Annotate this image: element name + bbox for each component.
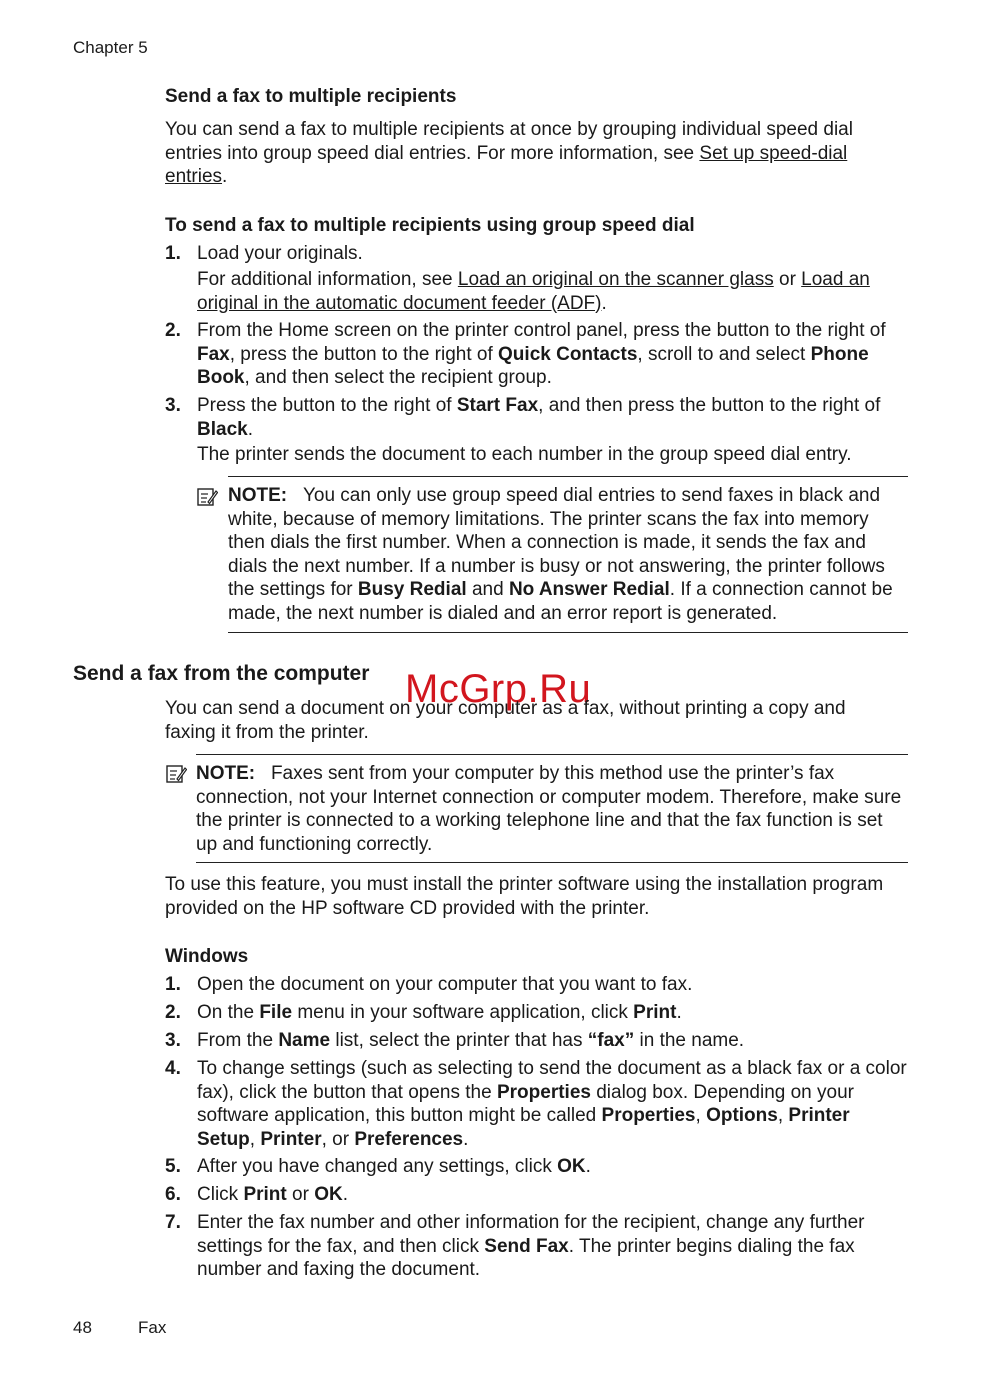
section1-intro bbox=[165, 118, 885, 189]
step-number: 1. bbox=[165, 974, 181, 995]
ui-label-quick-contacts: Quick Contacts bbox=[498, 343, 638, 365]
s4-t3: , bbox=[695, 1105, 707, 1126]
note-t3: . If a connection cannot be made, the next number is dialed and an error report is generated. bbox=[228, 579, 893, 624]
step3-t1: Press the button to the right of bbox=[197, 395, 457, 416]
note-text: Faxes sent from your computer by this method use the printer’s fax connection, not your Internet connection or computer modem. Therefore, make sure the printer is connected to a working telephone line and that the fax function is set up and functioning correctly. bbox=[196, 763, 902, 855]
step1-subtext bbox=[197, 268, 897, 315]
install-paragraph: To use this feature, you must install the printer software using the installation program provided on the HP software CD provided with the printer. bbox=[165, 874, 884, 919]
windows-heading: Windows bbox=[165, 946, 249, 967]
note-multiple-recipients bbox=[228, 484, 908, 625]
step-number: 3. bbox=[165, 395, 181, 416]
s2-t2: menu in your software application, click bbox=[292, 1002, 634, 1023]
ui-label-file: File bbox=[259, 1002, 293, 1023]
procedure-title: To send a fax to multiple recipients using group speed dial bbox=[165, 215, 695, 236]
win-step6 bbox=[197, 1183, 912, 1207]
note-top-rule bbox=[228, 476, 908, 477]
note-computer-fax bbox=[196, 762, 908, 856]
ui-label-start-fax: Start Fax bbox=[456, 395, 539, 416]
section2-intro: You can send a document on your computer as a fax, without printing a copy and faxing it from the printer. bbox=[165, 698, 846, 743]
ui-label-black: Black bbox=[197, 418, 248, 440]
s2-t3: . bbox=[676, 1002, 682, 1023]
ui-label-printer: Printer bbox=[260, 1128, 322, 1150]
s4-t5: , bbox=[249, 1128, 261, 1150]
s5-t2: . bbox=[585, 1156, 591, 1177]
ui-label-phone-book: Phone Book bbox=[197, 343, 869, 388]
intro-text: You can send a fax to multiple recipients at once by grouping individual speed dial entries into group speed dial entries. For more information, see bbox=[165, 119, 853, 164]
s4-t7: . bbox=[463, 1128, 469, 1150]
s7-t1: Enter the fax number and other information for the recipient, change any further settings for the fax, and then click bbox=[197, 1212, 865, 1257]
s4-t6: , or bbox=[321, 1128, 355, 1150]
step1-sub-mid: or bbox=[773, 269, 802, 290]
note-bottom-rule bbox=[228, 632, 908, 633]
step3-t2: , and then press the button to the right of bbox=[538, 395, 881, 416]
ui-label-send-fax: Send Fax bbox=[484, 1235, 569, 1257]
step3-subtext: The printer sends the document to each number in the group speed dial entry. bbox=[197, 444, 852, 465]
step3-t3: . bbox=[247, 418, 253, 440]
watermark: McGrp.Ru bbox=[405, 667, 592, 711]
note2-bottom-rule bbox=[196, 862, 908, 863]
step-number: 2. bbox=[165, 1002, 181, 1023]
link-set-up-speed-dial[interactable]: Set up speed-dial entries bbox=[165, 142, 848, 187]
ui-label-printer-setup: Printer Setup bbox=[197, 1105, 850, 1150]
section-title-multiple-recipients: Send a fax to multiple recipients bbox=[165, 86, 457, 107]
step2-t2: , press the button to the right of bbox=[229, 343, 499, 365]
s2-t1: On the bbox=[197, 1002, 260, 1023]
ui-label-ok: OK bbox=[557, 1156, 586, 1177]
s6-t1: Click bbox=[197, 1184, 244, 1205]
ui-label-no-answer-redial: No Answer Redial bbox=[508, 579, 670, 600]
link-load-adf[interactable]: Load an original in the automatic document feeder (ADF) bbox=[197, 269, 870, 314]
step1-sub-pre: For additional information, see bbox=[197, 269, 458, 290]
ui-label-print: Print bbox=[243, 1184, 287, 1205]
win-step4 bbox=[197, 1057, 909, 1151]
note-icon bbox=[165, 763, 187, 785]
ui-label-properties: Properties bbox=[496, 1081, 591, 1103]
ui-label-fax: Fax bbox=[197, 343, 230, 365]
ui-label-preferences: Preferences bbox=[354, 1128, 464, 1150]
page-number: 48 bbox=[73, 1318, 92, 1337]
step2-t4: , and then select the recipient group. bbox=[244, 367, 552, 388]
chapter-header: Chapter 5 bbox=[73, 38, 148, 57]
step-number: 3. bbox=[165, 1030, 181, 1051]
s3-t3: in the name. bbox=[634, 1030, 745, 1051]
s3-t1: From the bbox=[197, 1030, 279, 1051]
s4-t1: To change settings (such as selecting to send the document as a black fax or a color fax), click the button that opens the bbox=[197, 1058, 907, 1103]
intro-end: . bbox=[222, 166, 228, 187]
footer-section: Fax bbox=[138, 1318, 167, 1337]
step-number: 6. bbox=[165, 1184, 181, 1205]
step-number: 2. bbox=[165, 320, 181, 341]
ui-label-ok: OK bbox=[314, 1184, 343, 1205]
s6-t2: or bbox=[286, 1184, 315, 1205]
note-text: You can only use group speed dial entries to send faxes in black and white, because of memory limitations. The printer scans the fax into memory then dials the first number. When a connection is made, it sends the fax and dials the next number. If a number is busy or not answering, the printer follows the settings for bbox=[228, 485, 885, 600]
note-icon bbox=[196, 486, 218, 508]
step2-t1: From the Home screen on the printer control panel, press the button to the right of bbox=[197, 320, 886, 341]
ui-label-print: Print bbox=[633, 1002, 677, 1023]
step1-text: Load your originals. bbox=[197, 243, 363, 264]
step-number: 4. bbox=[165, 1058, 181, 1079]
step3-text bbox=[197, 394, 912, 441]
step-number: 7. bbox=[165, 1212, 181, 1233]
ui-label-busy-redial: Busy Redial bbox=[357, 579, 467, 600]
step2-t3: , scroll to and select bbox=[637, 343, 811, 365]
win-step1: Open the document on your computer that you want to fax. bbox=[197, 974, 693, 995]
win-step7 bbox=[197, 1211, 897, 1282]
ui-label-fax-quoted: “fax” bbox=[587, 1030, 635, 1051]
win-step5 bbox=[197, 1155, 912, 1179]
s7-t2: . The printer begins dialing the fax number and faxing the document. bbox=[197, 1235, 855, 1280]
s4-t2: dialog box. Depending on your software application, this button might be called bbox=[197, 1081, 854, 1126]
s5-t1: After you have changed any settings, click bbox=[197, 1156, 558, 1177]
s6-t3: . bbox=[342, 1184, 348, 1205]
step2-text bbox=[197, 319, 912, 390]
win-step3 bbox=[197, 1029, 912, 1053]
link-load-scanner-glass[interactable]: Load an original on the scanner glass bbox=[457, 269, 774, 290]
note2-top-rule bbox=[196, 754, 908, 755]
step-number: 1. bbox=[165, 243, 181, 264]
note-label: NOTE: bbox=[228, 485, 288, 506]
step-number: 5. bbox=[165, 1156, 181, 1177]
ui-label-properties: Properties bbox=[601, 1105, 696, 1126]
ui-label-name: Name bbox=[278, 1030, 331, 1051]
note-t2: and bbox=[466, 579, 509, 600]
section-title-send-from-computer: Send a fax from the computer bbox=[73, 662, 370, 685]
note-label: NOTE: bbox=[196, 763, 256, 784]
win-step2 bbox=[197, 1001, 912, 1025]
s3-t2: list, select the printer that has bbox=[330, 1030, 588, 1051]
ui-label-options: Options bbox=[706, 1105, 778, 1126]
step1-sub-post: . bbox=[601, 292, 607, 314]
s4-t4: , bbox=[777, 1105, 789, 1126]
